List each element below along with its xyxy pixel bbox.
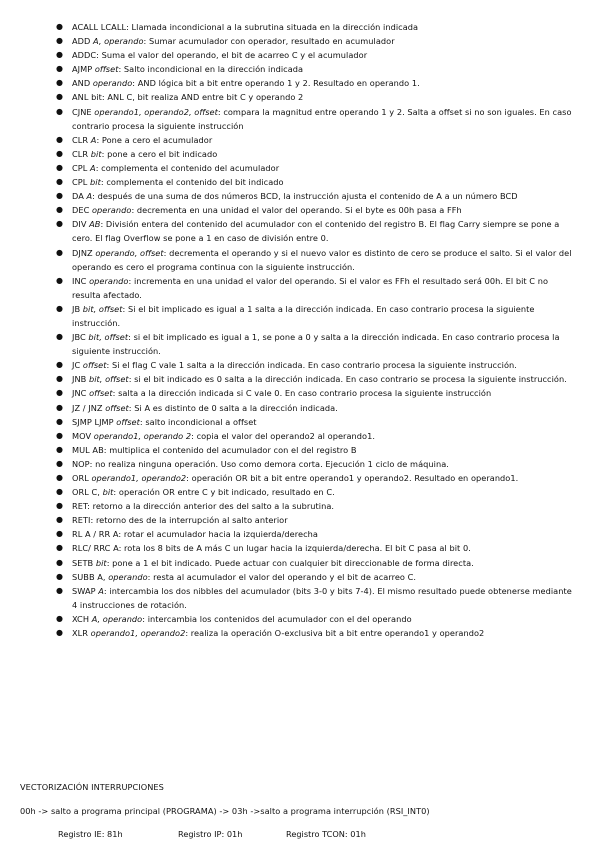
instruction-args: operando bbox=[92, 205, 132, 216]
instruction-name: JB bbox=[72, 303, 83, 314]
list-item bbox=[56, 302, 578, 330]
instruction-description: : retorno des de la interrupción al salto anterior bbox=[90, 515, 288, 526]
instruction-args: A, operando bbox=[91, 613, 143, 624]
list-item bbox=[56, 584, 578, 612]
list-item bbox=[56, 90, 578, 104]
instruction-description: : Suma el valor del operando, el bit de acarreo C y el acumulador bbox=[96, 50, 368, 61]
bullet-icon: ● bbox=[56, 106, 64, 116]
list-item bbox=[56, 471, 578, 485]
list-item bbox=[56, 499, 578, 513]
instruction-description: : retorno a la dirección anterior des del salto a la subrutina. bbox=[87, 501, 335, 512]
instruction-args: operando1, operando2, offset bbox=[94, 106, 218, 117]
instruction-args: bit bbox=[95, 557, 107, 568]
list-item bbox=[56, 386, 578, 400]
list-item bbox=[56, 570, 578, 584]
list-item bbox=[56, 274, 578, 302]
instruction-list bbox=[56, 20, 578, 640]
bullet-icon: ● bbox=[56, 628, 64, 638]
list-item bbox=[56, 626, 578, 640]
list-item bbox=[56, 105, 578, 133]
list-item bbox=[56, 175, 578, 189]
instruction-description: : no realiza ninguna operación. Uso como demora corta. Ejecución 1 ciclo de máquina. bbox=[89, 458, 449, 469]
instruction-name: RLC/ RRC A bbox=[72, 543, 119, 554]
instruction-description: : decrementa en una unidad el valor del operando. Si el byte es 00h pasa a FFh bbox=[131, 205, 462, 216]
instruction-description: : intercambia los contenidos del acumulador con el del operando bbox=[142, 613, 412, 624]
bullet-icon: ● bbox=[56, 473, 64, 482]
list-item bbox=[56, 34, 578, 48]
bullet-icon: ● bbox=[56, 332, 64, 342]
bullet-icon: ● bbox=[56, 219, 64, 229]
instruction-args: operando1, operando2 bbox=[91, 473, 187, 483]
instruction-description: : multiplica el contenido del acumulador con el del registro B bbox=[103, 444, 357, 455]
bullet-icon: ● bbox=[56, 303, 64, 313]
list-item bbox=[56, 20, 578, 34]
bullet-icon: ● bbox=[56, 543, 64, 553]
list-item bbox=[56, 415, 578, 429]
instruction-name: JC bbox=[72, 360, 83, 371]
bullet-icon: ● bbox=[56, 177, 64, 187]
instruction-args: offset bbox=[105, 402, 129, 413]
list-item bbox=[56, 217, 578, 245]
list-item bbox=[56, 330, 578, 358]
list-item bbox=[56, 246, 578, 274]
instruction-description: : complementa el contenido del bit indicado bbox=[100, 177, 284, 188]
register-tcon: Registro TCON: 01h bbox=[286, 829, 366, 839]
list-item bbox=[56, 513, 578, 527]
instruction-args: bit bbox=[90, 148, 102, 159]
bullet-icon: ● bbox=[56, 162, 64, 172]
instruction-description: : realiza la operación O-exclusiva bit a bit entre operando1 y operando2 bbox=[185, 628, 485, 639]
list-item bbox=[56, 485, 578, 499]
bullet-icon: ● bbox=[56, 501, 64, 511]
instruction-name: AJMP bbox=[72, 64, 95, 75]
instruction-name: RETI bbox=[72, 515, 91, 526]
instruction-name: SWAP bbox=[72, 585, 99, 596]
bullet-icon: ● bbox=[56, 92, 64, 102]
bullet-icon: ● bbox=[56, 64, 64, 74]
instruction-name: DJNZ bbox=[72, 247, 96, 258]
list-item bbox=[56, 612, 578, 626]
list-item bbox=[56, 161, 578, 175]
bullet-icon: ● bbox=[56, 557, 64, 567]
instruction-name: SJMP LJMP bbox=[72, 416, 117, 427]
bullet-icon: ● bbox=[56, 148, 64, 158]
vector-line: 00h -> salto a programa principal (PROGRAMA) -> 03h ->salto a programa interrupción (RSI_INT0) bbox=[20, 806, 430, 816]
bullet-icon: ● bbox=[56, 515, 64, 525]
section-title: VECTORIZACIÓN INTERRUPCIONES bbox=[20, 782, 164, 792]
instruction-name: DA bbox=[72, 191, 87, 202]
instruction-description: : Salto incondicional en la dirección indicada bbox=[118, 64, 304, 75]
instruction-name: CPL bbox=[72, 177, 91, 188]
instruction-name: MUL AB bbox=[72, 444, 104, 455]
instruction-description: : complementa el contenido del acumulador bbox=[95, 162, 280, 173]
list-item bbox=[56, 48, 578, 62]
instruction-args: A bbox=[86, 191, 93, 202]
instruction-description: : rota los 8 bits de A más C un lugar hacia la izquierda/derecha. El bit C pasa al bit 0. bbox=[118, 543, 471, 554]
register-ip: Registro IP: 01h bbox=[178, 829, 243, 839]
instruction-name: SETB bbox=[72, 557, 96, 568]
list-item bbox=[56, 541, 578, 555]
instruction-name: JBC bbox=[72, 332, 89, 343]
register-ie: Registro IE: 81h bbox=[58, 829, 123, 839]
list-item bbox=[56, 457, 578, 471]
instruction-description: : operación OR entre C y bit indicado, resultado en C. bbox=[113, 487, 335, 498]
instruction-args: offset bbox=[82, 360, 107, 371]
bullet-icon: ● bbox=[56, 50, 64, 60]
bullet-icon: ● bbox=[56, 613, 64, 623]
instruction-description: : Si el flag C vale 1 salta a la dirección indicada. En caso contrario procesa la siguiente instrucción. bbox=[106, 360, 517, 371]
instruction-name: NOP bbox=[72, 458, 90, 469]
list-item bbox=[56, 372, 578, 386]
bullet-icon: ● bbox=[56, 444, 64, 454]
instruction-description: : División entera del contenido del acumulador con el contenido del registro B. El flag Carry siempre se pone a cero. El flag Overflow se pone a 1 en caso de división entre 0. bbox=[72, 219, 560, 244]
instruction-description: : intercambia los dos nibbles del acumulador (bits 3-0 y bits 7-4). El mismo resultado puede obtenerse mediante 4 instrucciones de rotación. bbox=[72, 585, 572, 610]
instruction-args: offset bbox=[89, 388, 113, 399]
instruction-name: ADD bbox=[72, 36, 94, 47]
instruction-name: JNC bbox=[72, 388, 90, 399]
instruction-name: ORL bbox=[72, 473, 92, 483]
bullet-icon: ● bbox=[56, 22, 64, 31]
instruction-args: operando, offset bbox=[95, 247, 164, 258]
list-item bbox=[56, 429, 578, 443]
instruction-name: JNB bbox=[72, 374, 89, 385]
instruction-name: ADDC bbox=[72, 50, 97, 61]
instruction-name: CLR bbox=[72, 134, 91, 145]
bullet-icon: ● bbox=[56, 388, 64, 398]
instruction-name: INC bbox=[72, 275, 90, 286]
list-item bbox=[56, 203, 578, 217]
instruction-args: A, operando bbox=[93, 36, 144, 47]
instruction-args: bit, offset bbox=[82, 303, 123, 314]
bullet-icon: ● bbox=[56, 416, 64, 426]
list-item bbox=[56, 401, 578, 415]
instruction-name: DEC bbox=[72, 205, 92, 216]
instruction-description: : si el bit indicado es 0 salta a la dirección indicada. En caso contrario se procesa la siguiente instrucción. bbox=[128, 374, 567, 385]
instruction-description: : copia el valor del operando2 al operando1. bbox=[191, 430, 375, 441]
instruction-description: : decrementa el operando y si el nuevo valor es distinto de cero se produce el salto. Si el valor del operando es cero el programa continua con la siguiente instrucción. bbox=[72, 247, 572, 272]
instruction-name: JZ / JNZ bbox=[72, 402, 106, 413]
bullet-icon: ● bbox=[56, 571, 64, 581]
instruction-args: operando1, operando 2 bbox=[93, 430, 192, 441]
instruction-description: : Sumar acumulador con operador, resultado en acumulador bbox=[143, 36, 395, 47]
instruction-description: : Pone a cero el acumulador bbox=[96, 134, 213, 145]
list-item bbox=[56, 443, 578, 457]
instruction-args: A bbox=[98, 585, 104, 596]
instruction-name: MOV bbox=[72, 430, 94, 441]
instruction-description: : Si A es distinto de 0 salta a la dirección indicada. bbox=[128, 402, 338, 413]
bullet-icon: ● bbox=[56, 36, 64, 46]
instruction-args: bit bbox=[90, 177, 101, 188]
instruction-description: : después de una suma de dos números BCD, la instrucción ajusta el contenido de A a un número BCD bbox=[92, 191, 518, 202]
instruction-description: : incrementa en una unidad el valor del operando. Si el valor es FFh el resultado será 00h. El bit C no resulta afectado. bbox=[72, 275, 549, 300]
instruction-args: operando bbox=[92, 78, 133, 89]
bullet-icon: ● bbox=[56, 458, 64, 468]
instruction-description: : salta a la dirección indicada si C vale 0. En caso contrario procesa la siguiente instrucción bbox=[112, 388, 492, 399]
instruction-args: bit, offset bbox=[88, 332, 129, 343]
instruction-args: A bbox=[90, 162, 96, 173]
instruction-description: : ANL C, bit realiza AND entre bit C y operando 2 bbox=[101, 92, 304, 103]
bullet-icon: ● bbox=[56, 275, 64, 285]
instruction-description: : operación OR bit a bit entre operando1 y operando2. Resultado en operando1. bbox=[186, 473, 519, 483]
bullet-icon: ● bbox=[56, 247, 64, 257]
instruction-description: : resta al acumulador el valor del operando y el bit de acarreo C. bbox=[147, 571, 417, 582]
instruction-name: XLR bbox=[72, 628, 91, 639]
list-item bbox=[56, 62, 578, 76]
instruction-name: CJNE bbox=[72, 106, 95, 117]
instruction-name: ORL C, bbox=[72, 487, 103, 498]
instruction-description: : salto incondicional a offset bbox=[139, 416, 257, 427]
bullet-icon: ● bbox=[56, 430, 64, 440]
bullet-icon: ● bbox=[56, 191, 64, 201]
instruction-name: CPL bbox=[72, 162, 91, 173]
instruction-args: operando1, operando2 bbox=[90, 628, 186, 639]
bullet-icon: ● bbox=[56, 487, 64, 497]
bullet-icon: ● bbox=[56, 360, 64, 370]
instruction-description: : si el bit implicado es igual a 1, se pone a 0 y salta a la dirección indicada. En caso contrario procesa la siguiente instrucción. bbox=[72, 332, 560, 357]
instruction-name: AND bbox=[72, 78, 93, 89]
list-item bbox=[56, 556, 578, 570]
list-item bbox=[56, 76, 578, 90]
list-item bbox=[56, 133, 578, 147]
bullet-icon: ● bbox=[56, 529, 64, 539]
instruction-description: : compara la magnitud entre operando 1 y 2. Salta a offset si no son iguales. En caso contrario procesa la siguiente instrucción bbox=[72, 106, 572, 131]
instruction-description: : rotar el acumulador hacia la izquierda/derecha bbox=[118, 529, 318, 540]
instruction-description: : pone a cero el bit indicado bbox=[101, 148, 218, 159]
instruction-args: AB bbox=[89, 219, 101, 230]
instruction-name: ACALL LCALL bbox=[72, 22, 127, 32]
instruction-args: bit, offset bbox=[88, 374, 129, 385]
bullet-icon: ● bbox=[56, 134, 64, 144]
bullet-icon: ● bbox=[56, 205, 64, 215]
instruction-description: : pone a 1 el bit indicado. Puede actuar con cualquier bit direccionable de forma directa. bbox=[106, 557, 474, 568]
instruction-name: ANL bit bbox=[72, 92, 102, 103]
list-item bbox=[56, 527, 578, 541]
instruction-description: : Si el bit implicado es igual a 1 salta a la dirección indicada. En caso contrario procesa la siguiente instrucción. bbox=[72, 303, 535, 328]
instruction-name: DIV bbox=[72, 219, 90, 230]
instruction-args: operando bbox=[89, 275, 129, 286]
instruction-args: bit bbox=[102, 487, 114, 498]
instruction-description: : Llamada incondicional a la subrutina situada en la dirección indicada bbox=[126, 22, 419, 32]
list-item bbox=[56, 147, 578, 161]
bullet-icon: ● bbox=[56, 585, 64, 595]
instruction-name: RL A / RR A bbox=[72, 529, 119, 540]
instruction-name: CLR bbox=[72, 148, 91, 159]
instruction-description: : AND lógica bit a bit entre operando 1 y 2. Resultado en operando 1. bbox=[132, 78, 420, 89]
list-item bbox=[56, 358, 578, 372]
bullet-icon: ● bbox=[56, 78, 64, 88]
instruction-args: offset bbox=[116, 416, 140, 427]
instruction-name: RET bbox=[72, 501, 88, 512]
instruction-name: XCH bbox=[72, 613, 92, 624]
instruction-name: SUBB A, bbox=[72, 571, 109, 582]
instruction-args: operando bbox=[108, 571, 148, 582]
list-item bbox=[56, 189, 578, 203]
instruction-args: offset bbox=[94, 64, 119, 75]
bullet-icon: ● bbox=[56, 402, 64, 412]
bullet-icon: ● bbox=[56, 374, 64, 384]
instruction-args: A bbox=[90, 134, 97, 145]
